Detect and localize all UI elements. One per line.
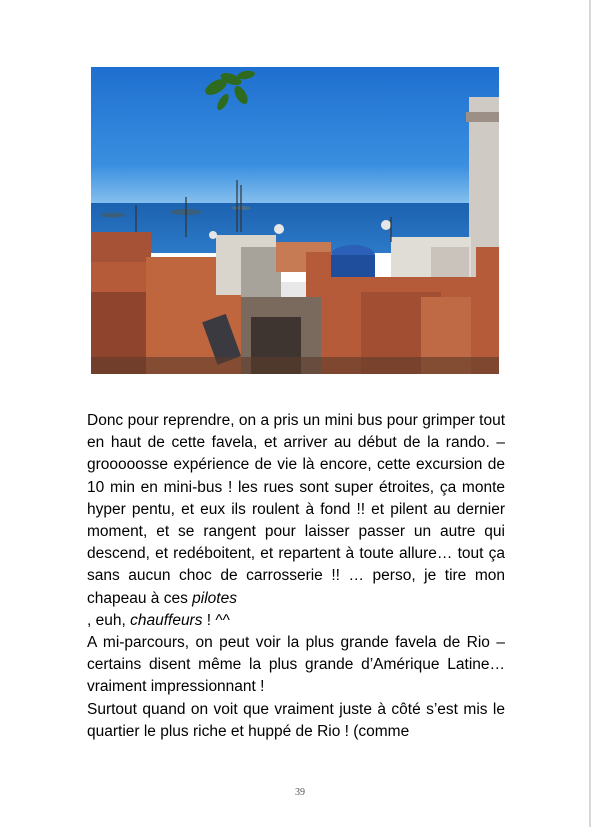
favela-photo xyxy=(91,67,499,374)
text-line: ! ^^ xyxy=(202,611,230,629)
italic-word-pilotes: pilotes xyxy=(192,589,237,607)
text-line: tout en haut de cette favela, et arriver au début de la xyxy=(87,412,505,452)
body-text xyxy=(87,410,505,743)
text-line: , euh, xyxy=(87,611,131,629)
text-line: – certains disent même la plus grande d’Amérique xyxy=(87,634,505,674)
paragraph-1-end xyxy=(87,610,505,632)
italic-word-chauffeurs: chauffeurs xyxy=(130,611,203,629)
text-line: A mi-parcours, on peut voir la plus grande favela de Rio xyxy=(87,634,490,652)
text-line: Surtout quand on voit que vraiment juste à côté s’est xyxy=(87,700,458,718)
text-line: Donc pour reprendre, on a pris un mini bus pour grimper xyxy=(87,412,475,429)
text-line: Latine… vraiment impressionnant ! xyxy=(87,656,505,696)
text-line: étroites, ça monte hyper pentu, et eux ils roulent à xyxy=(87,478,505,518)
paragraph-2 xyxy=(87,632,505,699)
page-number: 39 xyxy=(295,787,305,798)
text-line: repartent à toute allure… tout ça sans aucun choc de xyxy=(87,545,505,585)
paragraph-3 xyxy=(87,699,505,743)
paragraph-1 xyxy=(87,410,505,610)
text-line: fond !! et pilent au dernier moment, et se rangent pour xyxy=(87,500,505,541)
text-line: carrosserie !! … perso, je tire mon chapeau à ces xyxy=(87,567,505,607)
text-line: laisser passer un autre qui descend, et redéboitent, et xyxy=(87,523,505,563)
text-line: rando. – grooooosse expérience de vie là encore, cette xyxy=(87,434,505,474)
text-line: excursion de 10 min en mini-bus ! les rues sont super xyxy=(87,456,506,496)
text-line: mis le quartier le plus riche et huppé de Rio ! (comme xyxy=(87,700,505,740)
